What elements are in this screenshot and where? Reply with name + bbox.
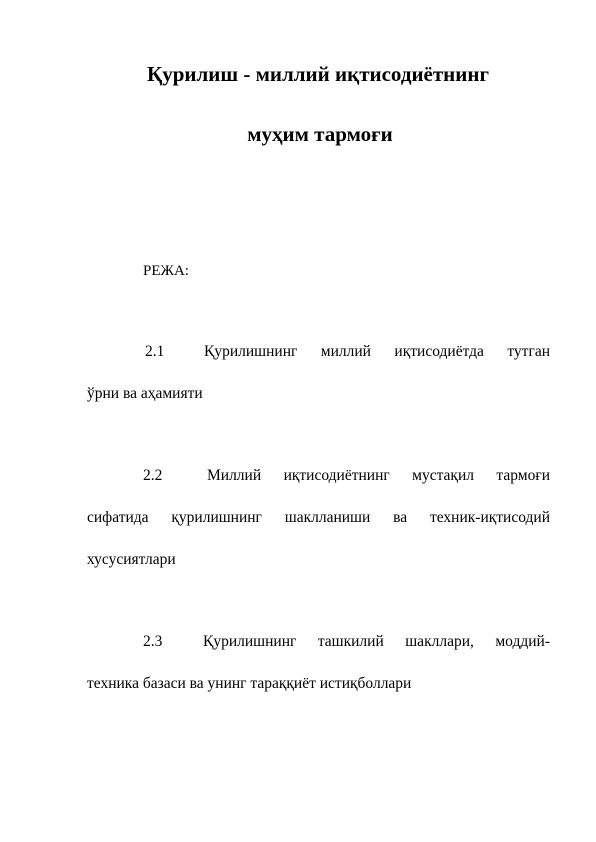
plan-item-line: ўрни ва аҳамияти xyxy=(87,385,203,402)
plan-item-line: техника базаси ва унинг тараққиёт истиқболлари xyxy=(87,675,412,692)
plan-item-line: Қурилишнинг ташкилий шакллари, моддий- xyxy=(203,633,550,650)
document-title-line-1: Қурилиш - миллий иқтисодиётнинг xyxy=(146,62,490,86)
plan-item-line: сифатида қурилишнинг шаклланиши ва техник-иқтисодий xyxy=(87,509,550,526)
document-title-line-2: муҳим тармоғи xyxy=(247,122,393,146)
plan-item-line: хусусиятлари xyxy=(87,551,176,568)
plan-item-line: Миллий иқтисодиётнинг мустақил тармоғи xyxy=(207,467,550,484)
plan-item-number: 2.3 xyxy=(143,633,163,650)
plan-item-number: 2.2 xyxy=(143,467,163,484)
plan-item-number: 2.1 xyxy=(145,343,165,360)
plan-heading: РЕЖА: xyxy=(143,263,189,279)
plan-item-line: Қурилишнинг миллий иқтисодиётда тутган xyxy=(204,343,550,360)
